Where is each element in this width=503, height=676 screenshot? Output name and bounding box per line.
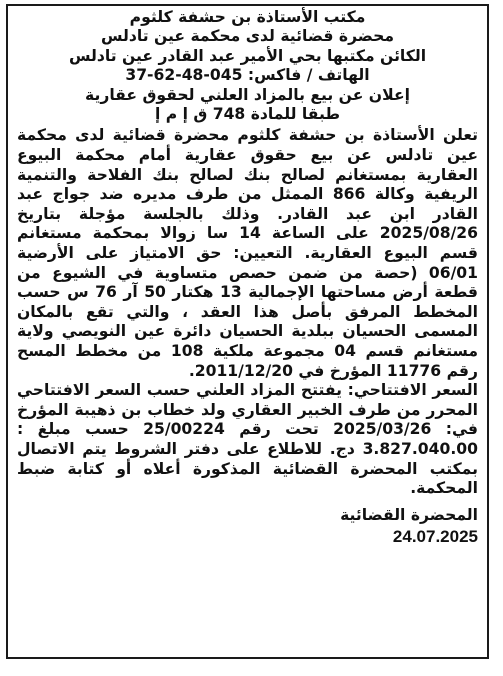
legal-basis: طبقا للمادة 748 ق إ م إ (154, 105, 341, 124)
signature-date: 24.07.2025 (392, 526, 478, 546)
office-address: الكائن مكتبها بحي الأمير عبد القادر عين تادلس (68, 46, 427, 65)
body-paragraph-sale: تعلن الأستاذة بن حشفة كلثوم محضرة قضائية لدى محكمة عين تادلس عن بيع حقوق عقارية أمام محكمة البيوع العقارية بمستغانم لصالح بنك لصالح بنك الفلاحة والتنمية الريفية وكالة 866 الممثل من طرف مديره ضد جواج عبد القادر ابن عبد القادر. وذلك بالجلسة مؤجلة بتاريخ 2025/08/26 على الساعة 14 سا زوالا بمحكمة مستغانم قسم البيوع العقارية. التعيين: حق الامتياز على الأرضية 06/01 (حصة من ضمن حصص متساوية في الشيوع من قطعة أرض مساحتها الإجمالية 13 هكتار 50 آر 76 س حسب المخطط المرفق بأصل هذا العقد ، والتي تقع بالمكان المسمى الحسيان ببلدية الحسيان دائرة عين النويصي ولاية مستغانم قسم 04 مجموعة ملكية 108 من مخطط المسح رقم 11776 المؤرخ في 2011/12/20. (17, 126, 478, 380)
signature-title: المحضرة القضائية (340, 505, 478, 524)
phone-line (17, 66, 478, 85)
phone-label: الهاتف / فاكس: (247, 66, 370, 85)
signature-block (17, 504, 478, 548)
legal-notice (6, 4, 489, 659)
notice-header (17, 8, 478, 124)
phone-number: 37-62-48-045 (125, 66, 243, 85)
notice-body (17, 126, 478, 498)
office-name: مكتب الأستاذة بن حشفة كلثوم (129, 8, 366, 26)
office-role: محضرة قضائية لدى محكمة عين تادلس (100, 27, 395, 46)
notice-title: إعلان عن بيع بالمزاد العلني لحقوق عقارية (85, 85, 410, 104)
body-paragraph-price: السعر الافتتاحي: يفتتح المزاد العلني حسب السعر الافتتاحي المحرر من طرف الخبير العقاري ولد خطاب بن ذهيبة المؤرخ في: 2025/03/26 تحت رقم 25/00224 حسب مبلغ : 3.827.040.00 دج. للاطلاع على دفتر الشروط يتم الاتصال بمكتب المحضرة القضائية المذكورة أعلاه أو كتابة ضبط المحكمة. (17, 381, 478, 498)
